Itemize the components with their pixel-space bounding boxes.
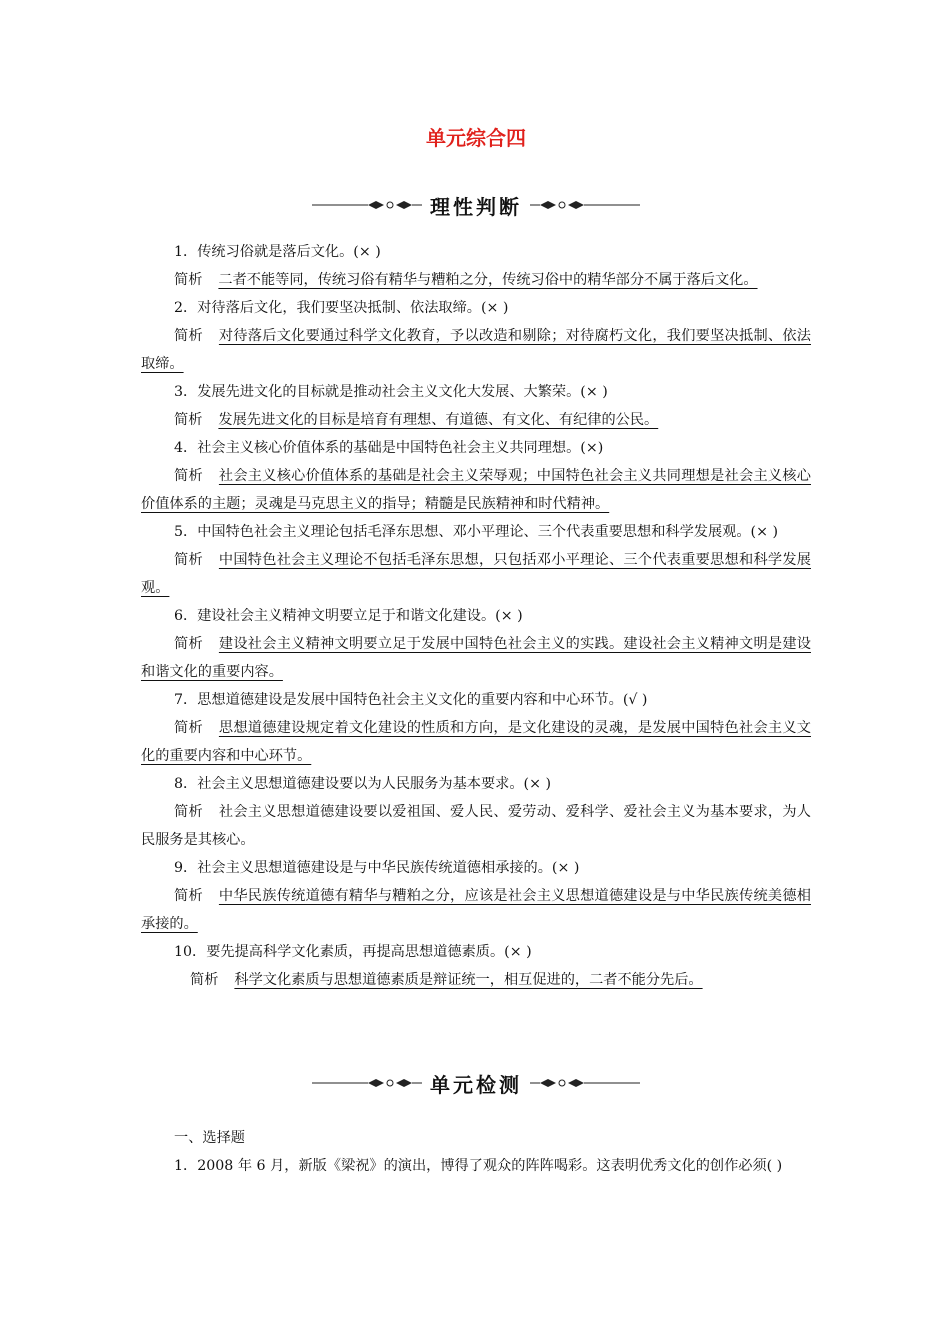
section-title: 单元检测: [430, 1072, 522, 1097]
analysis-5: [141, 546, 811, 602]
analysis-10: [141, 966, 811, 994]
question-6: 6．建设社会主义精神文明要立足于和谐文化建设。(× ): [174, 608, 523, 624]
analysis-3: [141, 406, 811, 434]
left-ornament-icon: [312, 199, 422, 211]
analysis-label: 简析: [174, 412, 203, 428]
question-9: 9．社会主义思想道德建设是与中华民族传统道德相承接的。(× ): [174, 860, 580, 876]
analysis-label: 简析: [174, 272, 203, 288]
analysis-label: 简析: [174, 468, 203, 484]
section-heading-judgment: [141, 190, 811, 220]
analysis-text: 建设社会主义精神文明要立足于发展中国特色社会主义的实践。建设社会主义精神文明是建设和谐文化的重要内容。: [141, 636, 811, 680]
question-10: 10．要先提高科学文化素质，再提高思想道德素质。(× ): [174, 944, 532, 960]
analysis-label: 简析: [174, 888, 203, 904]
analysis-text: 中国特色社会主义理论不包括毛泽东思想，只包括邓小平理论、三个代表重要思想和科学发展观。: [141, 552, 811, 596]
question-1: 1．传统习俗就是落后文化。(× ): [174, 244, 381, 260]
analysis-6: [141, 630, 811, 686]
analysis-label: 简析: [174, 804, 203, 820]
right-ornament-icon: [530, 1077, 640, 1089]
question-4: 4．社会主义核心价值体系的基础是中国特色社会主义共同理想。(×): [174, 440, 604, 456]
question-8: 8．社会主义思想道德建设要以为人民服务为基本要求。(× ): [174, 776, 551, 792]
question-5: 5．中国特色社会主义理论包括毛泽东思想、邓小平理论、三个代表重要思想和科学发展观。(× ): [174, 524, 778, 540]
judgment-list: [141, 238, 811, 994]
left-ornament-icon: [312, 1077, 422, 1089]
analysis-text: 发展先进文化的目标是培育有理想、有道德、有文化、有纪律的公民。: [218, 412, 659, 428]
analysis-text: 社会主义思想道德建设要以爱祖国、爱人民、爱劳动、爱科学、爱社会主义为基本要求，为人民服务是其核心。: [141, 804, 811, 848]
analysis-label: 简析: [174, 720, 203, 736]
analysis-2: [141, 322, 811, 378]
analysis-8: [141, 798, 811, 854]
analysis-7: [141, 714, 811, 770]
part-heading: 一、选择题: [174, 1130, 245, 1146]
analysis-label: 简析: [174, 636, 203, 652]
section-title: 理性判断: [430, 194, 522, 219]
page-title: 单元综合四: [426, 126, 526, 150]
analysis-label: 简析: [174, 328, 203, 344]
analysis-4: [141, 462, 811, 518]
question-2: 2．对待落后文化，我们要坚决抵制、依法取缔。(× ): [174, 300, 509, 316]
mc-question: 1．2008 年 6 月，新版《梁祝》的演出，博得了观众的阵阵喝彩。这表明优秀文化的创作必须( ): [174, 1158, 783, 1174]
test-section: [141, 1124, 811, 1180]
question-3: 3．发展先进文化的目标就是推动社会主义文化大发展、大繁荣。(× ): [174, 384, 608, 400]
right-ornament-icon: [530, 199, 640, 211]
question-7: 7．思想道德建设是发展中国特色社会主义文化的重要内容和中心环节。(√ ): [174, 692, 648, 708]
analysis-label: 简析: [174, 552, 203, 568]
analysis-text: 科学文化素质与思想道德素质是辩证统一，相互促进的，二者不能分先后。: [234, 972, 703, 988]
analysis-text: 社会主义核心价值体系的基础是社会主义荣辱观；中国特色社会主义共同理想是社会主义核心价值体系的主题；灵魂是马克思主义的指导；精髓是民族精神和时代精神。: [141, 468, 811, 512]
section-heading-test: [141, 1068, 811, 1098]
analysis-text: 中华民族传统道德有精华与糟粕之分，应该是社会主义思想道德建设是与中华民族传统美德相承接的。: [141, 888, 811, 932]
analysis-text: 二者不能等同，传统习俗有精华与糟粕之分，传统习俗中的精华部分不属于落后文化。: [218, 272, 758, 288]
analysis-text: 思想道德建设规定着文化建设的性质和方向，是文化建设的灵魂，是发展中国特色社会主义文化的重要内容和中心环节。: [141, 720, 811, 764]
analysis-text: 对待落后文化要通过科学文化教育，予以改造和剔除；对待腐朽文化，我们要坚决抵制、依法取缔。: [141, 328, 811, 372]
analysis-label: 简析: [190, 972, 219, 988]
analysis-9: [141, 882, 811, 938]
analysis-1: [141, 266, 811, 294]
